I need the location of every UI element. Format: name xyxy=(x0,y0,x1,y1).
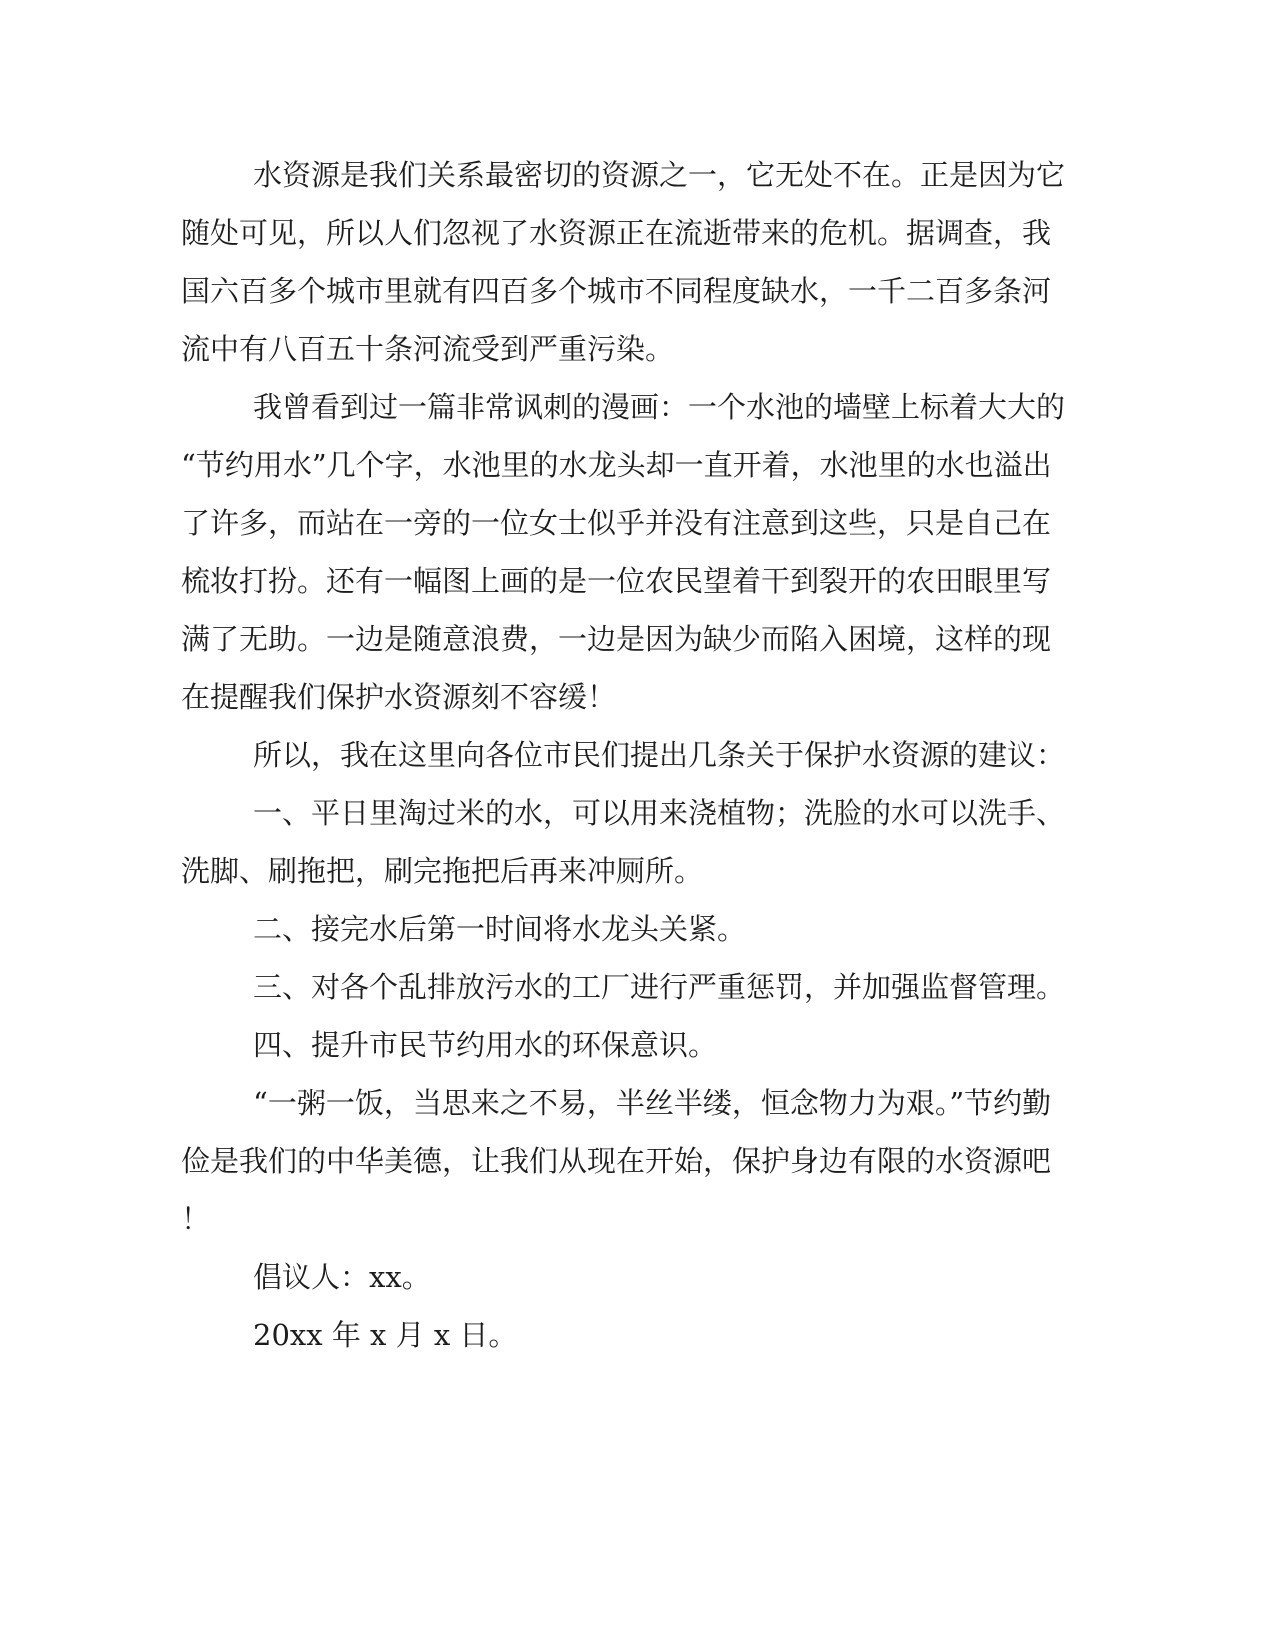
paragraph-2-line-1: 我曾看到过一篇非常讽刺的漫画：一个水池的墙壁上标着大大的 xyxy=(253,390,1066,424)
paragraph-2-line-4: 梳妆打扮。还有一幅图上画的是一位农民望着干到裂开的农田眼里写 xyxy=(181,564,1052,598)
suggestion-1-line-1: 一、平日里淘过米的水，可以用来浇植物；洗脸的水可以洗手、 xyxy=(253,796,1066,830)
suggestion-4: 四、提升市民节约用水的环保意识。 xyxy=(253,1028,718,1062)
paragraph-2-line-6: 在提醒我们保护水资源刻不容缓！ xyxy=(181,680,617,714)
paragraph-1-line-2: 随处可见，所以人们忽视了水资源正在流逝带来的危机。据调查，我 xyxy=(181,216,1052,250)
paragraph-1-line-3: 国六百多个城市里就有四百多个城市不同程度缺水，一千二百多条河 xyxy=(181,274,1052,308)
paragraph-2-line-2: “节约用水”几个字，水池里的水龙头却一直开着，水池里的水也溢出 xyxy=(181,448,1052,482)
paragraph-2-line-3: 了许多，而站在一旁的一位女士似乎并没有注意到这些，只是自己在 xyxy=(181,506,1052,540)
closing-line-3: ！ xyxy=(181,1202,211,1236)
paragraph-3-line-1: 所以，我在这里向各位市民们提出几条关于保护水资源的建议： xyxy=(253,738,1066,772)
paragraph-1-line-4: 流中有八百五十条河流受到严重污染。 xyxy=(181,332,675,366)
closing-line-1: “一粥一饭，当思来之不易，半丝半缕，恒念物力为艰。”节约勤 xyxy=(253,1086,1052,1120)
paragraph-2-line-5: 满了无助。一边是随意浪费，一边是因为缺少而陷入困境，这样的现 xyxy=(181,622,1052,656)
suggestion-2: 二、接完水后第一时间将水龙头关紧。 xyxy=(253,912,747,946)
date-line: 20xx 年 x 月 x 日。 xyxy=(253,1318,518,1352)
initiator-line: 倡议人：xx。 xyxy=(253,1260,431,1294)
suggestion-1-line-2: 洗脚、刷拖把，刷完拖把后再来冲厕所。 xyxy=(181,854,704,888)
paragraph-1-line-1: 水资源是我们关系最密切的资源之一，它无处不在。正是因为它 xyxy=(253,158,1066,192)
suggestion-3: 三、对各个乱排放污水的工厂进行严重惩罚，并加强监督管理。 xyxy=(253,970,1066,1004)
closing-line-2: 俭是我们的中华美德，让我们从现在开始，保护身边有限的水资源吧 xyxy=(181,1144,1052,1178)
